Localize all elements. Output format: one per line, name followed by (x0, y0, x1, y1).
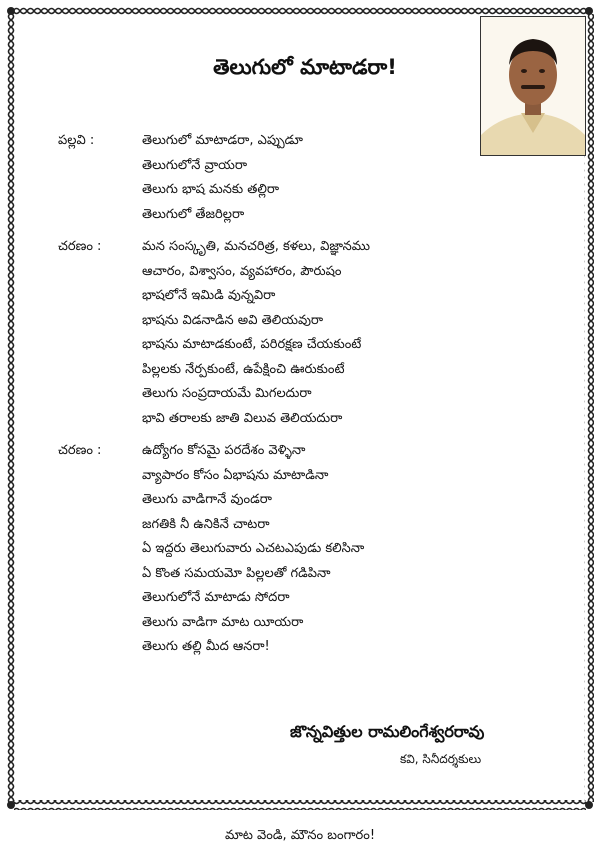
poem-title: తెలుగులో మాటాడరా! (213, 55, 397, 79)
stanza-line (58, 440, 538, 465)
verse-line: తెలుగులోనే మాటాడు సోదరా (142, 590, 290, 606)
stanza-line (58, 636, 538, 661)
verse-line: ఏ ఇద్దరు తెలుగువారు ఎచటఎపుడు కలిసినా (142, 541, 365, 557)
stanza-line (58, 334, 538, 359)
section-label: చరణం : (58, 443, 102, 459)
verse-line: తెలుగులోనే వ్రాయరా (142, 157, 248, 173)
stanza-line (58, 310, 538, 335)
stanza-line (58, 204, 538, 229)
verse-line: భావి తరాలకు జాతి విలువ తెలియదురా (142, 410, 343, 426)
verse-line: జగతికి నీ ఉనికినే చాటరా (142, 516, 270, 532)
author-role: కవి, సినీదర్శకులు (400, 752, 482, 766)
verse-line: భాషను విడనాడిన అవి తెలియవురా (142, 312, 324, 328)
stanza-line (58, 538, 538, 563)
footer-proverb: మాట వెండి, మౌనం బంగారం! (224, 828, 376, 843)
stanza-line (58, 612, 538, 637)
verse-line: భాషను మాటాడకుంటే, పరిరక్షణ చేయకుంటే (142, 337, 362, 353)
verse-line: తెలుగులో మాటాడరా, ఎప్పుడూ (142, 133, 303, 149)
verse-line: పిల్లలకు నేర్పకుంటే, ఉపేక్షించి ఊరుకుంటే (142, 361, 345, 377)
verse-line: ఉద్యోగం కోసమై పరదేశం వెళ్ళినా (142, 443, 306, 459)
stanza-line (58, 236, 538, 261)
stanza-line (58, 563, 538, 588)
verse-line: తెలుగు భాష మనకు తల్లిరా (142, 182, 280, 198)
stanza-line (58, 408, 538, 433)
verse-line: తెలుగులో తేజరిల్లరా (142, 206, 245, 222)
section-label: చరణం : (58, 239, 102, 255)
stanza-line (58, 465, 538, 490)
stanza-line (58, 179, 538, 204)
stanza-line (58, 261, 538, 286)
verse-line: తెలుగు వాడిగా మాట యీయరా (142, 614, 304, 630)
verse-line: తెలుగు తల్లి మీద ఆనరా! (142, 639, 270, 655)
verse-line: వ్యాపారం కోసం ఏభాషను మాటాడినా (142, 467, 329, 483)
stanza-line (58, 130, 538, 155)
stanza-line (58, 514, 538, 539)
stanza-line (58, 285, 538, 310)
stanza-line (58, 489, 538, 514)
stanza-line (58, 587, 538, 612)
verse-line: భాషలోనే ఇమిడి వున్నవిరా (142, 288, 276, 304)
author-name: జొన్నవిత్తుల రామలింగేశ్వరరావు (290, 722, 485, 741)
verse-line: తెలుగు వాడిగానే వుండరా (142, 492, 272, 508)
stanza-line (58, 155, 538, 180)
stanza-line (58, 359, 538, 384)
verse-line: ఆచారం, విశ్వాసం, వ్యవహారం, పౌరుషం (142, 263, 342, 279)
section-label: పల్లవి : (58, 133, 95, 149)
verse-line: మన సంస్కృతి, మనచరిత్ర, కళలు, విజ్ఞానము (142, 239, 370, 255)
verse-line: ఏ కొంత సమయమో పిల్లలతో గడిపినా (142, 565, 331, 581)
stanza-line (58, 383, 538, 408)
verse-line: తెలుగు సంప్రదాయమే మిగలదురా (142, 386, 312, 402)
poem-body (58, 130, 538, 661)
